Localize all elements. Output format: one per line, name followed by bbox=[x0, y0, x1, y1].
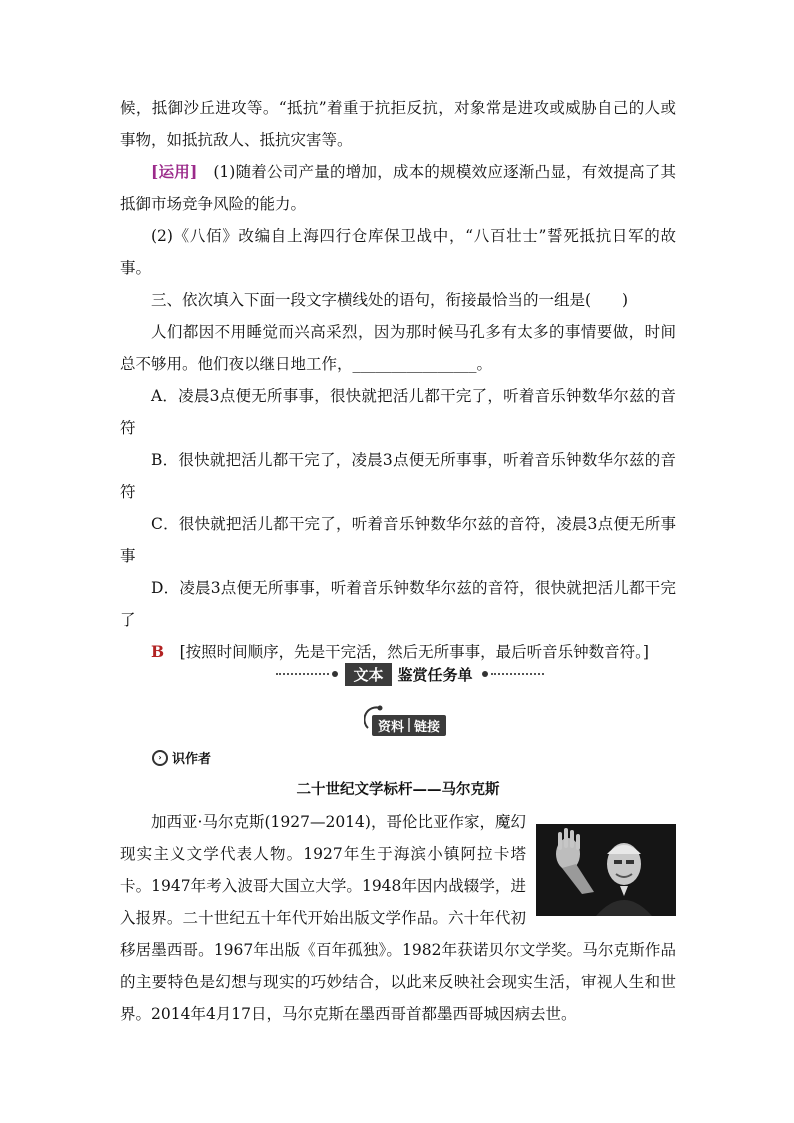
question-stem bbox=[120, 284, 676, 316]
banner-badge: 文本 bbox=[345, 663, 391, 686]
author-section-tag bbox=[152, 748, 211, 767]
resource-box bbox=[372, 715, 446, 736]
portrait-image bbox=[536, 824, 676, 916]
resource-left: 资料 bbox=[378, 719, 405, 735]
question-passage bbox=[120, 316, 676, 380]
option-c bbox=[120, 508, 676, 572]
author-bio bbox=[120, 806, 676, 1030]
usage-text-1: (1)随着公司产量的增加，成本的规模效应逐渐凸显，有效提高了其抵御市场竞争风险的能力。 bbox=[120, 163, 676, 213]
usage-text-2: (2)《八佰》改编自上海四行仓库保卫战中，“八百壮士”誓死抵抗日军的故事。 bbox=[120, 227, 676, 277]
option-a bbox=[120, 380, 676, 444]
dotted-rule-left bbox=[276, 673, 329, 675]
dotted-rule-right bbox=[491, 673, 544, 675]
option-d bbox=[120, 572, 676, 636]
author-tag-label: 识作者 bbox=[172, 752, 212, 767]
resource-link-label bbox=[372, 714, 446, 736]
usage-tag: [运用] bbox=[151, 162, 198, 181]
text-line: 人或事物，如抵抗敌人、抵抗灾害等。 bbox=[120, 99, 676, 149]
bio-text: 加西亚·马尔克斯(1927—2014)，哥伦比亚作家，魔幻现实主义文学代表人物。1927年生于海滨小镇阿拉卡塔卡。1947年考入波哥大国立大学。1948年因内战辍学，进入报界。二十世纪五十年代开始出版文学作品。六十年代初移居墨西哥。1967年出版《百年孤独》。1982年获诺贝尔文学奖。马尔克斯作品的主要特色是幻想与现实的巧妙结合，以此来反映社会现实生活，审视人生和世界。2014年4月17日，马尔克斯在墨西哥首都墨西哥城因病去世。 bbox=[120, 813, 676, 1023]
bullet-dot-icon bbox=[482, 671, 488, 677]
option-text: A．凌晨3点便无所事事，很快就把活儿都干完了，听着音乐钟数华尔兹的音符 bbox=[120, 387, 676, 437]
option-text: B．很快就把活儿都干完了，凌晨3点便无所事事，听着音乐钟数华尔兹的音符 bbox=[120, 451, 676, 501]
text-line: 候，抵御沙丘进攻等。“抵抗”着重于抗拒反抗，对象常是进攻或威胁自己的 bbox=[120, 99, 645, 117]
option-text: D．凌晨3点便无所事事，听着音乐钟数华尔兹的音符，很快就把活儿都干完了 bbox=[120, 579, 676, 629]
option-text: C．很快就把活儿都干完了，听着音乐钟数华尔兹的音符，凌晨3点便无所事事 bbox=[120, 515, 676, 565]
bullet-dot-icon bbox=[332, 671, 338, 677]
section-heading: 二十世纪文学标杆——马尔克斯 bbox=[296, 782, 500, 798]
usage-example-1 bbox=[120, 156, 676, 220]
passage-period: 。 bbox=[476, 355, 493, 373]
option-b bbox=[120, 444, 676, 508]
answer-letter: B bbox=[151, 642, 165, 661]
passage-text: 人们都因不用睡觉而兴高采烈，因为那时候马孔多有太多的事情要做，时间总不够用。他们夜以继日地工作， bbox=[120, 323, 676, 373]
section-banner bbox=[276, 662, 544, 686]
banner-title: 鉴赏任务单 bbox=[397, 665, 473, 684]
paragraph-continuation bbox=[120, 92, 676, 156]
usage-example-2 bbox=[120, 220, 676, 284]
author-photo bbox=[536, 824, 676, 916]
circle-arrow-icon: › bbox=[152, 750, 168, 766]
question-stem-text: 三、依次填入下面一段文字横线处的语句，衔接最恰当的一组是( ) bbox=[151, 291, 629, 309]
answer-blank: ________________ bbox=[352, 355, 477, 373]
resource-right: 链接 bbox=[414, 719, 441, 735]
resource-separator bbox=[408, 718, 410, 732]
answer-explanation: [按照时间顺序，先是干完活，然后无所事事，最后听音乐钟数音符。] bbox=[179, 643, 649, 661]
